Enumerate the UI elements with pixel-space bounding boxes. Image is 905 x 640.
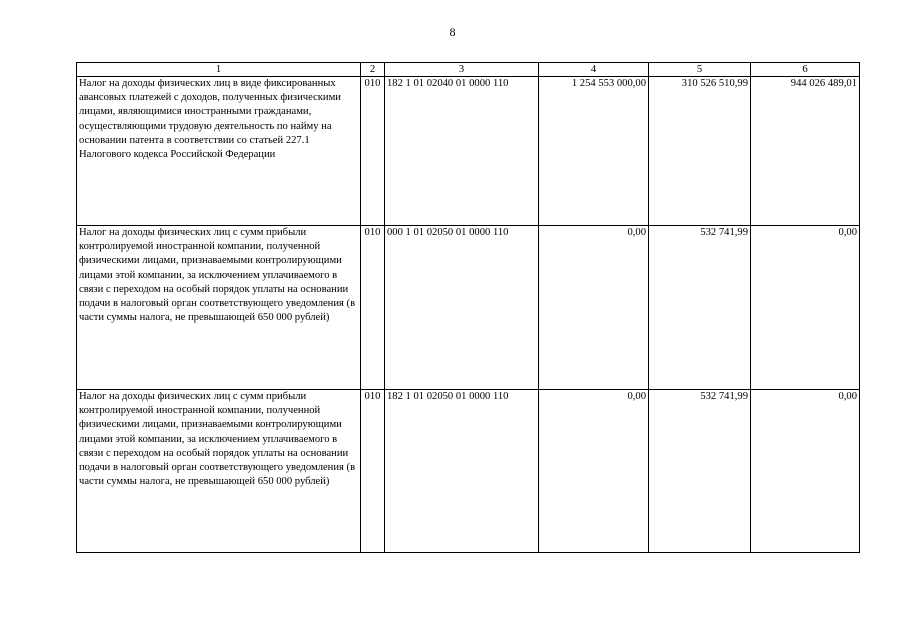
table-row (77, 226, 860, 390)
unexecuted-amount-cell: 944 026 489,01 (751, 77, 860, 226)
income-name-cell: Налог на доходы физических лиц с сумм прибыли контролируемой иностранной компании, полученной физическими лицами, признаваемыми контролирующими лицами этой компании, за исключением уплачиваемого в связи с переходом на особый порядок уплаты на основании подачи в налоговый орган соответствующего уведомления (в части суммы налога, не превышающей 650 000 рублей) (77, 226, 361, 390)
unexecuted-amount-cell: 0,00 (751, 226, 860, 390)
executed-amount-cell: 310 526 510,99 (649, 77, 751, 226)
budget-execution-table (76, 62, 860, 553)
executed-amount-cell: 532 741,99 (649, 226, 751, 390)
header-row (77, 63, 860, 77)
income-name-cell: Налог на доходы физических лиц с сумм прибыли контролируемой иностранной компании, полученной физическими лицами, признаваемыми контролирующими лицами этой компании, за исключением уплачиваемого в связи с переходом на особый порядок уплаты на основании подачи в налоговый орган соответствующего уведомления (в части суммы налога, не превышающей 650 000 рублей) (77, 390, 361, 553)
unexecuted-amount-cell: 0,00 (751, 390, 860, 553)
column-header-5: 5 (649, 63, 751, 77)
column-header-3: 3 (385, 63, 539, 77)
column-header-4: 4 (539, 63, 649, 77)
approved-amount-cell: 0,00 (539, 390, 649, 553)
column-header-2: 2 (361, 63, 385, 77)
income-name-cell: Налог на доходы физических лиц в виде фиксированных авансовых платежей с доходов, полученных физическими лицами, являющимися иностранными гражданами, осуществляющими трудовую деятельность по найму на основании патента в соответствии со статьей 227.1 Налогового кодекса Российской Федерации (77, 77, 361, 226)
column-header-1: 1 (77, 63, 361, 77)
approved-amount-cell: 0,00 (539, 226, 649, 390)
column-header-6: 6 (751, 63, 860, 77)
line-code-cell: 010 (361, 77, 385, 226)
classification-code-cell: 000 1 01 02050 01 0000 110 (385, 226, 539, 390)
table-row (77, 390, 860, 553)
approved-amount-cell: 1 254 553 000,00 (539, 77, 649, 226)
table-row (77, 77, 860, 226)
line-code-cell: 010 (361, 390, 385, 553)
executed-amount-cell: 532 741,99 (649, 390, 751, 553)
page-number: 8 (449, 25, 456, 39)
line-code-cell: 010 (361, 226, 385, 390)
classification-code-cell: 182 1 01 02040 01 0000 110 (385, 77, 539, 226)
classification-code-cell: 182 1 01 02050 01 0000 110 (385, 390, 539, 553)
